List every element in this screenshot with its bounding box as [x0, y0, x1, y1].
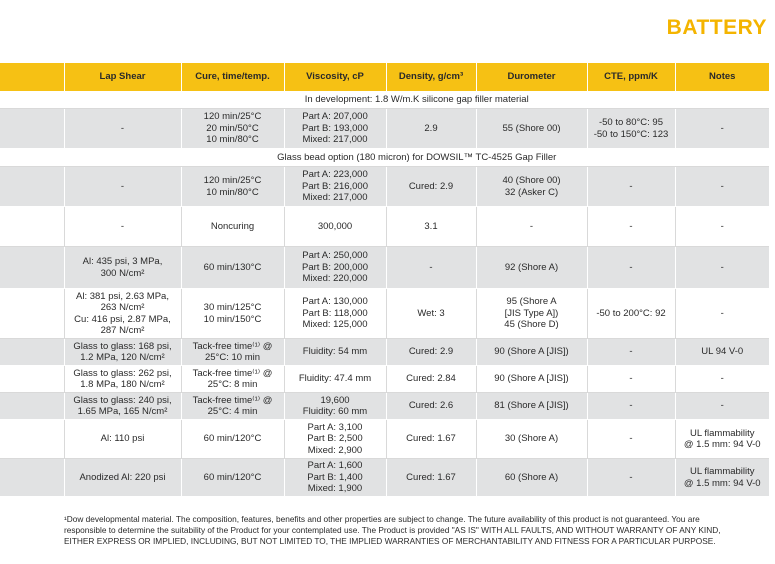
cell-line: Mixed: 220,000	[302, 273, 368, 285]
cell-line: Fluidity: 60 mm	[302, 406, 368, 417]
cell-line: Al: 381 psi, 2.63 MPa,	[76, 290, 169, 302]
row-blank	[0, 149, 64, 167]
row-blank	[0, 289, 64, 339]
cell-line: -	[720, 261, 724, 273]
cell-line: -	[629, 261, 633, 273]
viscosity-cell	[284, 207, 386, 247]
cell-line: -	[629, 346, 633, 358]
table-row	[0, 109, 769, 149]
cell-line: -	[629, 180, 633, 192]
footnote-line: ¹Dow developmental material. The composition, features, benefits and other properties are subject to change. The future availability of this product is not guaranteed. You are	[64, 514, 700, 524]
row-blank	[0, 393, 64, 420]
viscosity-cell	[284, 247, 386, 289]
table-row	[0, 393, 769, 420]
notes-cell	[675, 207, 769, 247]
header-durometer: Durometer	[476, 63, 587, 91]
cure-cell	[181, 420, 284, 459]
cte-cell	[587, 167, 675, 207]
density-cell	[386, 289, 476, 339]
cte-cell	[587, 393, 675, 420]
row-blank	[0, 207, 64, 247]
viscosity-cell	[284, 393, 386, 420]
cell-line: Part B: 216,000	[301, 180, 369, 192]
cell-line: 120 min/25°C	[203, 111, 262, 123]
cell-line: Mixed: 2,900	[307, 444, 363, 456]
table-row	[0, 289, 769, 339]
lap-shear-cell	[64, 289, 181, 339]
cell-line: UL flammability	[689, 466, 755, 478]
viscosity-cell	[284, 167, 386, 207]
cell-line: Glass to glass: 262 psi,	[73, 367, 172, 379]
cell-line: -	[720, 180, 724, 192]
cure-cell	[181, 339, 284, 366]
cell-line: Mixed: 217,000	[302, 134, 368, 146]
cell-line: 1.2 MPa, 120 N/cm²	[80, 352, 165, 363]
cell-line: UL flammability	[689, 427, 755, 439]
cell-line: -	[529, 220, 534, 232]
cure-cell	[181, 393, 284, 420]
density-cell	[386, 207, 476, 247]
cell-line: 90 (Shore A [JIS])	[494, 373, 569, 385]
cell-line: Part A: 207,000	[302, 111, 368, 123]
cell-line: 263 N/cm²	[100, 302, 145, 314]
notes-cell	[675, 289, 769, 339]
density-cell	[386, 459, 476, 497]
durometer-cell	[476, 207, 587, 247]
density-cell	[386, 247, 476, 289]
lap-shear-cell	[64, 207, 181, 247]
lap-shear-cell	[64, 459, 181, 497]
page-title: BATTERY	[666, 16, 767, 39]
durometer-cell	[476, 420, 587, 459]
header-row	[0, 63, 769, 91]
cell-line: -	[720, 400, 724, 412]
footnote	[64, 514, 764, 548]
cell-line: Part A: 130,000	[302, 296, 368, 308]
cell-line: Part B: 1,400	[307, 471, 363, 483]
cell-line: -50 to 80°C: 95	[598, 117, 663, 129]
cure-cell	[181, 366, 284, 393]
cell-line: 19,600	[320, 394, 350, 406]
cure-cell	[181, 109, 284, 149]
cell-line: -	[720, 373, 724, 385]
header-viscosity: Viscosity, cP	[284, 63, 386, 91]
lap-shear-cell	[64, 247, 181, 289]
cell-line: Part B: 193,000	[301, 122, 369, 134]
durometer-cell	[476, 109, 587, 149]
cte-cell	[587, 109, 675, 149]
cell-line: 1.65 MPa, 165 N/cm²	[77, 406, 168, 417]
cell-line: Noncuring	[210, 220, 255, 232]
durometer-cell	[476, 289, 587, 339]
cell-line: -	[629, 433, 633, 445]
subheader-row	[0, 91, 769, 109]
density-cell	[386, 420, 476, 459]
subheader-row	[0, 149, 769, 167]
viscosity-cell	[284, 420, 386, 459]
cell-line: Cu: 416 psi, 2.87 MPa,	[74, 313, 171, 325]
cell-line: Tack-free time⁽¹⁾ @	[192, 394, 273, 406]
cell-line: Cured: 1.67	[406, 471, 456, 483]
cell-line: Cured: 1.67	[406, 433, 456, 445]
cell-line: 92 (Shore A)	[504, 261, 559, 273]
cell-line: Part A: 3,100	[307, 421, 363, 433]
cell-line: Part B: 2,500	[307, 433, 363, 445]
cell-line: Mixed: 125,000	[302, 319, 368, 331]
cell-line: 30 (Shore A)	[504, 433, 559, 445]
durometer-cell	[476, 247, 587, 289]
cell-line: Part B: 118,000	[302, 307, 368, 319]
cell-line: 10 min/150°C	[203, 313, 262, 325]
cure-cell	[181, 167, 284, 207]
notes-cell	[675, 459, 769, 497]
density-cell	[386, 366, 476, 393]
cell-line: Anodized Al: 220 psi	[79, 471, 166, 483]
table-row	[0, 207, 769, 247]
cell-line: Tack-free time⁽¹⁾ @	[192, 367, 273, 379]
cell-line: -	[629, 373, 633, 385]
cell-line: Cured: 2.9	[408, 180, 454, 192]
lap-shear-cell	[64, 339, 181, 366]
cure-cell	[181, 459, 284, 497]
row-blank	[0, 109, 64, 149]
cell-line: Wet: 3	[417, 307, 445, 319]
cell-line: Mixed: 217,000	[302, 192, 368, 204]
row-blank	[0, 420, 64, 459]
viscosity-cell	[284, 366, 386, 393]
lap-shear-cell	[64, 420, 181, 459]
cell-line: -50 to 150°C: 123	[593, 128, 669, 140]
row-blank	[0, 247, 64, 289]
cell-line: 81 (Shore A [JIS])	[494, 400, 569, 412]
header-cte: CTE, ppm/K	[587, 63, 675, 91]
cell-line: -	[120, 180, 125, 192]
notes-cell	[675, 366, 769, 393]
cell-line: Tack-free time⁽¹⁾ @	[192, 340, 273, 352]
cell-line: 10 min/80°C	[206, 186, 259, 198]
header-blank	[0, 63, 64, 91]
cell-line: -	[629, 471, 633, 483]
table-row	[0, 366, 769, 393]
cell-line: 25°C: 10 min	[204, 352, 261, 363]
cell-line: 95 (Shore A	[506, 296, 557, 308]
durometer-cell	[476, 339, 587, 366]
cell-line: Glass to glass: 240 psi,	[73, 394, 172, 406]
cell-line: Part B: 200,000	[301, 261, 369, 273]
row-blank	[0, 167, 64, 207]
durometer-cell	[476, 459, 587, 497]
notes-cell	[675, 420, 769, 459]
cell-line: @ 1.5 mm: 94 V-0	[683, 477, 761, 489]
cell-line: 287 N/cm²	[100, 324, 145, 336]
durometer-cell	[476, 393, 587, 420]
cell-line: 25°C: 8 min	[207, 379, 258, 390]
cell-line: Fluidity: 47.4 mm	[298, 373, 372, 385]
table-row	[0, 167, 769, 207]
cell-line: Part A: 250,000	[302, 250, 368, 262]
cell-line: -	[720, 307, 724, 319]
cell-line: Al: 435 psi, 3 MPa,	[82, 256, 163, 268]
cell-line: Cured: 2.9	[408, 346, 454, 358]
cell-line: -	[629, 220, 633, 232]
cell-line: Part A: 223,000	[302, 169, 368, 181]
density-cell	[386, 339, 476, 366]
table-row	[0, 459, 769, 497]
cell-line: 10 min/80°C	[206, 134, 259, 146]
cell-line: Fluidity: 54 mm	[302, 346, 368, 358]
row-blank	[0, 459, 64, 497]
table-row	[0, 420, 769, 459]
viscosity-cell	[284, 289, 386, 339]
cure-cell	[181, 289, 284, 339]
viscosity-cell	[284, 459, 386, 497]
cell-line: 40 (Shore 00)	[502, 175, 561, 187]
subheader-text: In development: 1.8 W/m.K silicone gap filler material	[64, 91, 769, 109]
cell-line: 3.1	[424, 220, 438, 232]
cell-line: 1.8 MPa, 180 N/cm²	[80, 379, 165, 390]
cure-cell	[181, 207, 284, 247]
cell-line: 60 min/120°C	[203, 471, 262, 483]
notes-cell	[675, 167, 769, 207]
header-notes: Notes	[675, 63, 769, 91]
cell-line: 20 min/50°C	[206, 122, 259, 134]
cell-line: 60 min/120°C	[203, 433, 262, 445]
cell-line: Part A: 1,600	[307, 460, 363, 472]
cell-line: Cured: 2.6	[408, 400, 454, 412]
cell-line: 90 (Shore A [JIS])	[494, 346, 569, 358]
product-table	[0, 63, 769, 497]
density-cell	[386, 109, 476, 149]
cte-cell	[587, 339, 675, 366]
cell-line: 45 (Shore D)	[504, 319, 559, 331]
cell-line: 2.9	[424, 122, 438, 134]
cte-cell	[587, 289, 675, 339]
cell-line: 30 min/125°C	[203, 302, 262, 314]
cte-cell	[587, 459, 675, 497]
cell-line: Glass to glass: 168 psi,	[73, 340, 172, 352]
cell-line: [JIS Type A])	[504, 307, 559, 319]
cell-line: 55 (Shore 00)	[502, 122, 561, 134]
cell-line: Al: 110 psi	[100, 433, 145, 445]
durometer-cell	[476, 167, 587, 207]
cell-line: 60 min/130°C	[203, 261, 262, 273]
durometer-cell	[476, 366, 587, 393]
cell-line: -	[120, 122, 125, 134]
lap-shear-cell	[64, 366, 181, 393]
density-cell	[386, 393, 476, 420]
cell-line: 60 (Shore A)	[504, 471, 559, 483]
row-blank	[0, 339, 64, 366]
lap-shear-cell	[64, 167, 181, 207]
cte-cell	[587, 207, 675, 247]
viscosity-cell	[284, 109, 386, 149]
table-row	[0, 247, 769, 289]
cure-cell	[181, 247, 284, 289]
notes-cell	[675, 393, 769, 420]
cell-line: 25°C: 4 min	[207, 406, 258, 417]
cell-line: -	[720, 122, 724, 134]
cell-line: -	[720, 220, 724, 232]
cell-line: @ 1.5 mm: 94 V-0	[683, 439, 761, 450]
row-blank	[0, 91, 64, 109]
cell-line: 120 min/25°C	[203, 175, 262, 187]
footnote-line: EITHER EXPRESS OR IMPLIED, INCLUDING, BUT NOT LIMITED TO, THE IMPLIED WARRANTIES OF MERCHANTABILITY AND FITNESS FOR A PARTICULAR PURPOSE.	[64, 536, 716, 547]
cell-line: -50 to 200°C: 92	[596, 307, 666, 319]
notes-cell	[675, 247, 769, 289]
notes-cell	[675, 109, 769, 149]
cell-line: -	[120, 220, 125, 232]
cte-cell	[587, 366, 675, 393]
cell-line: -	[629, 400, 633, 412]
cell-line: 300,000	[317, 220, 353, 232]
cell-line: 32 (Asker C)	[504, 186, 559, 198]
cte-cell	[587, 247, 675, 289]
row-blank	[0, 366, 64, 393]
table-row	[0, 339, 769, 366]
header-density: Density, g/cm³	[386, 63, 476, 91]
cell-line: UL 94 V-0	[701, 346, 744, 358]
header-cure: Cure, time/temp.	[181, 63, 284, 91]
subheader-text: Glass bead option (180 micron) for DOWSIL™ TC-4525 Gap Filler	[64, 149, 769, 167]
density-cell	[386, 167, 476, 207]
lap-shear-cell	[64, 109, 181, 149]
cell-line: Mixed: 1,900	[307, 483, 363, 495]
viscosity-cell	[284, 339, 386, 366]
cell-line: Cured: 2.84	[406, 373, 456, 385]
notes-cell	[675, 339, 769, 366]
lap-shear-cell	[64, 393, 181, 420]
header-lap-shear: Lap Shear	[64, 63, 181, 91]
cell-line: -	[429, 261, 433, 273]
cell-line: 300 N/cm²	[100, 267, 145, 279]
cte-cell	[587, 420, 675, 459]
footnote-line: responsible to determine the suitability of the Product for your contemplated use. The Product is provided "AS IS" WITH ALL FAULTS, AND WITHOUT WARRANTY OF ANY KIND,	[64, 525, 721, 536]
